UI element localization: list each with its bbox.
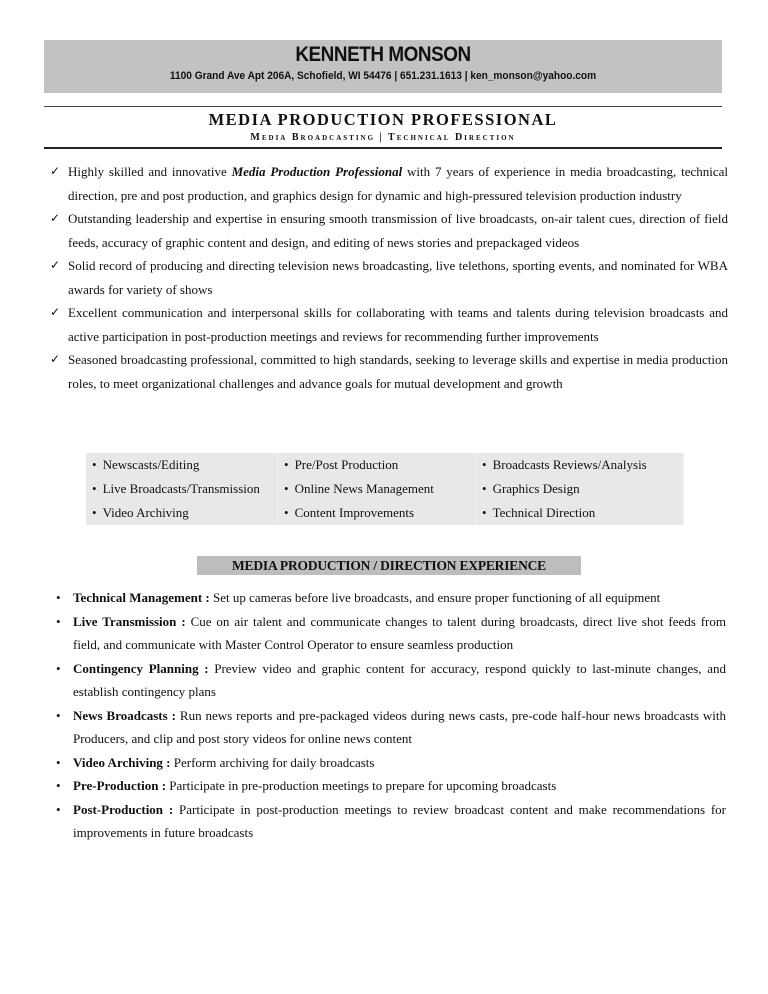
experience-text: Run news reports and pre-packaged videos during news casts, pre-code half-hour news broadcasts with Producers, and clip and post story videos for online news content (73, 707, 727, 746)
experience-list (56, 586, 726, 845)
skill-item: • Video Archiving (86, 501, 278, 525)
experience-label: Contingency Planning : (73, 660, 209, 676)
summary-item (50, 301, 728, 348)
experience-text: Cue on air talent and communicate changes to talent during broadcasts, direct live shot feeds from field, and communicate with Master Control Operator to ensure seamless production (73, 613, 726, 652)
divider (44, 147, 722, 149)
experience-label: Live Transmission : (73, 613, 186, 629)
skill-item: • Graphics Design (476, 477, 684, 501)
experience-label: News Broadcasts : (73, 707, 176, 723)
checkmark-icon: ✓ (50, 164, 61, 178)
summary-text: Solid record of producing and directing television news broadcasting, live telethons, sporting events, and nominated for WBA awards for variety of shows (68, 258, 728, 297)
experience-item: • Contingency Planning : Preview video and graphic content for accuracy, respond quickly to last-minute changes, and establish contingency plans (56, 660, 726, 699)
summary-emphasis: Media Production Professional (231, 164, 403, 179)
checkmark-icon: ✓ (50, 352, 61, 366)
experience-label: Technical Management : (73, 590, 210, 605)
skill-item: • Newscasts/Editing (86, 453, 278, 477)
skill-item: • Live Broadcasts/Transmission (86, 477, 278, 501)
resume-header (44, 40, 722, 93)
experience-label: Pre-Production : (73, 778, 167, 793)
summary-list (50, 160, 728, 395)
experience-text: Preview video and graphic content for accuracy, respond quickly to last-minute changes, and establish contingency plans (73, 660, 726, 699)
skill-item: • Technical Direction (476, 501, 684, 525)
experience-text: Perform archiving for daily broadcasts (170, 754, 375, 770)
summary-item (50, 160, 728, 207)
candidate-name: KENNETH MONSON (295, 43, 471, 66)
divider (44, 106, 722, 107)
skill-item: • Broadcasts Reviews/Analysis (476, 453, 684, 477)
summary-item (50, 254, 728, 301)
section-heading-experience: MEDIA PRODUCTION / DIRECTION EXPERIENCE (197, 556, 581, 575)
experience-text: Participate in pre-production meetings to prepare for upcoming broadcasts (166, 778, 557, 793)
skill-item: • Online News Management (278, 477, 476, 501)
experience-item: • News Broadcasts : Run news reports and pre-packaged videos during news casts, pre-code half-hour news broadcasts with Producers, and clip and post story videos for online news content (56, 707, 727, 746)
experience-item: • Live Transmission : Cue on air talent and communicate changes to talent during broadcasts, direct live shot feeds from field, and communicate with Master Control Operator to ensure seamless production (56, 613, 726, 652)
experience-label: Video Archiving : (73, 754, 171, 770)
checkmark-icon: ✓ (50, 211, 61, 225)
professional-subtitle: Media Broadcasting | Technical Direction (250, 132, 516, 143)
summary-item (50, 207, 728, 254)
experience-item: • Technical Management : Set up cameras before live broadcasts, and ensure proper functioning of all equipment (56, 590, 661, 605)
experience-text: Set up cameras before live broadcasts, and ensure proper functioning of all equipment (209, 590, 661, 605)
experience-item: • Video Archiving : Perform archiving for daily broadcasts (56, 754, 375, 770)
experience-item: • Pre-Production : Participate in pre-production meetings to prepare for upcoming broadcasts (56, 778, 557, 793)
skill-item: • Pre/Post Production (278, 453, 476, 477)
summary-text: Excellent communication and interpersonal skills for collaborating with teams and talents during television broadcasts and active participation in post-production meetings and reviews for recommending further improvements (68, 305, 728, 344)
summary-text: Highly skilled and innovative (68, 164, 232, 179)
experience-text: Participate in post-production meetings to review broadcast content and make recommendations for improvements in future broadcasts (73, 801, 726, 840)
summary-text: with 7 years of experience in media broadcasting, technical direction, pre and post production, and graphics design for dynamic and high-pressured television production industry (68, 164, 728, 203)
summary-text: Seasoned broadcasting professional, committed to high standards, seeking to leverage skills and expertise in media production roles, to meet organizational challenges and advance goals for mutual development and growth (68, 352, 728, 391)
professional-title: MEDIA PRODUCTION PROFESSIONAL (208, 110, 558, 129)
summary-item (50, 348, 728, 395)
experience-label: Post-Production : (73, 801, 174, 817)
summary-text: Outstanding leadership and expertise in ensuring smooth transmission of live broadcasts, on-air talent cues, direction of field feeds, accuracy of graphic content and design, and editing of news stories and prepackaged videos (68, 211, 728, 250)
experience-item: • Post-Production : Participate in post-production meetings to review broadcast content and make recommendations for improvements in future broadcasts (56, 801, 726, 840)
skills-table (86, 453, 684, 525)
contact-info: 1100 Grand Ave Apt 206A, Schofield, WI 54476 | 651.231.1613 | ken_monson@yahoo.com (169, 70, 597, 82)
checkmark-icon: ✓ (50, 258, 61, 272)
checkmark-icon: ✓ (50, 305, 61, 319)
skill-item: • Content Improvements (278, 501, 476, 525)
